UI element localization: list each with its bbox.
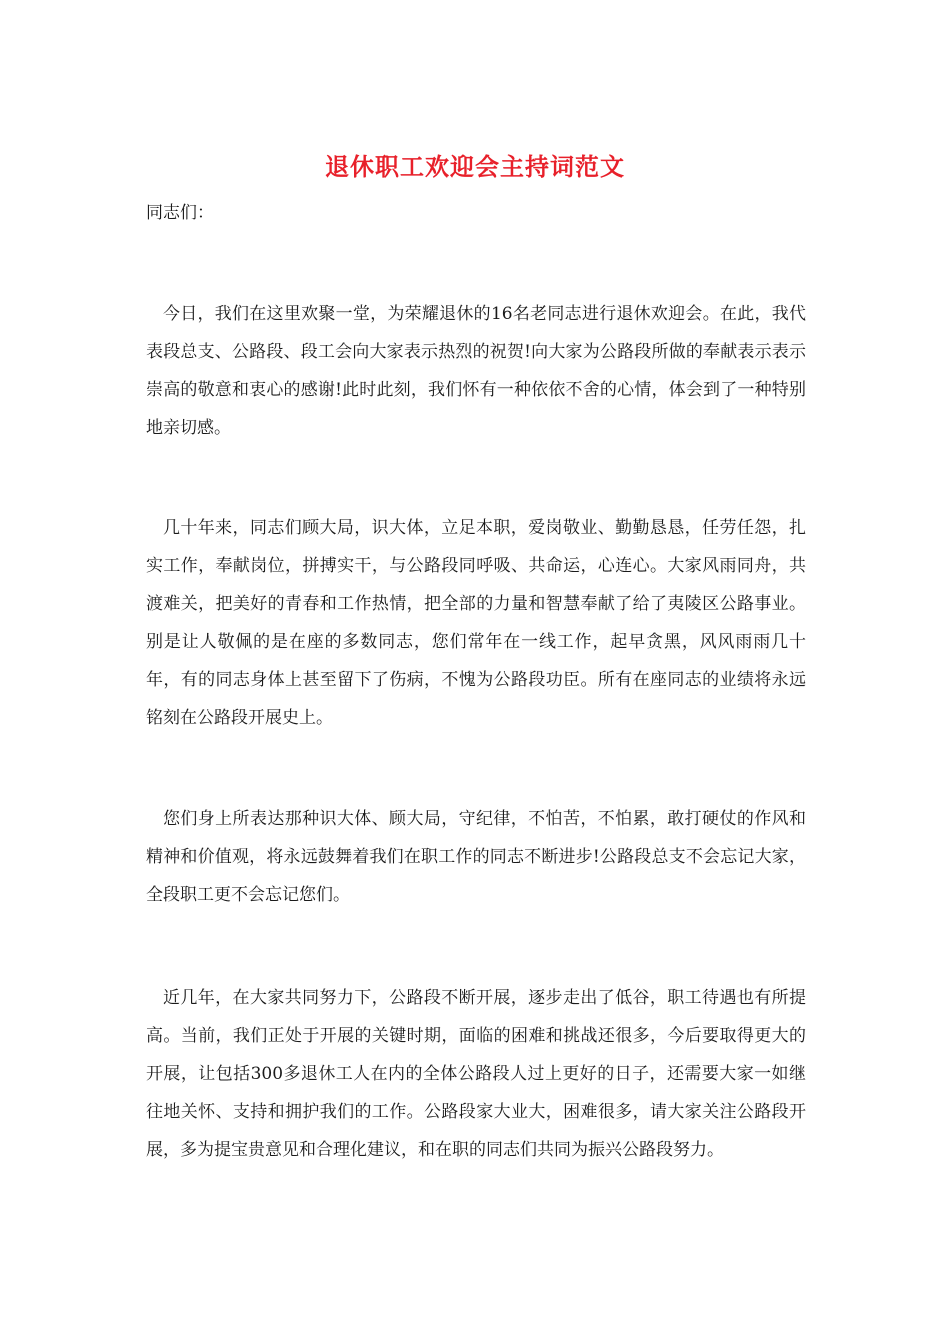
document-title: 退休职工欢迎会主持词范文 [325, 152, 625, 181]
paragraph-3: 您们身上所表达那种识大体、顾大局，守纪律，不怕苦，不怕累，敢打硬仗的作风和精神和价值观，将永远鼓舞着我们在职工作的同志不断进步!公路段总支不会忘记大家，全段职工更不会忘记您们。 [146, 809, 806, 905]
paragraph-2: 几十年来，同志们顾大局，识大体，立足本职，爱岗敬业、勤勤恳恳，任劳任怨，扎实工作，奉献岗位，拼搏实干，与公路段同呼吸、共命运，心连心。大家风雨同舟，共渡难关，把美好的青春和工作热情，把全部的力量和智慧奉献了给了夷陵区公路事业。别是让人敬佩的是在座的多数同志，您们常年在一线工作，起早贪黑，风风雨雨几十年，有的同志身体上甚至留下了伤病，不愧为公路段功臣。所有在座同志的业绩将永远铭刻在公路段开展史上。 [146, 518, 806, 728]
salutation: 同志们： [146, 203, 214, 223]
paragraph-1: 今日，我们在这里欢聚一堂，为荣耀退休的16名老同志进行退休欢迎会。在此，我代表段总支、公路段、段工会向大家表示热烈的祝贺!向大家为公路段所做的奉献表示表示崇高的敬意和衷心的感谢!此时此刻，我们怀有一种依依不舍的心情，体会到了一种特别地亲切感。 [146, 304, 806, 438]
paragraph-4: 近几年，在大家共同努力下，公路段不断开展，逐步走出了低谷，职工待遇也有所提高。当前，我们正处于开展的关键时期，面临的困难和挑战还很多，今后要取得更大的开展，让包括300多退休工人在内的全体公路段人过上更好的日子，还需要大家一如继往地关怀、支持和拥护我们的工作。公路段家大业大，困难很多，请大家关注公路段开展，多为提宝贵意见和合理化建议，和在职的同志们共同为振兴公路段努力。 [146, 988, 806, 1160]
